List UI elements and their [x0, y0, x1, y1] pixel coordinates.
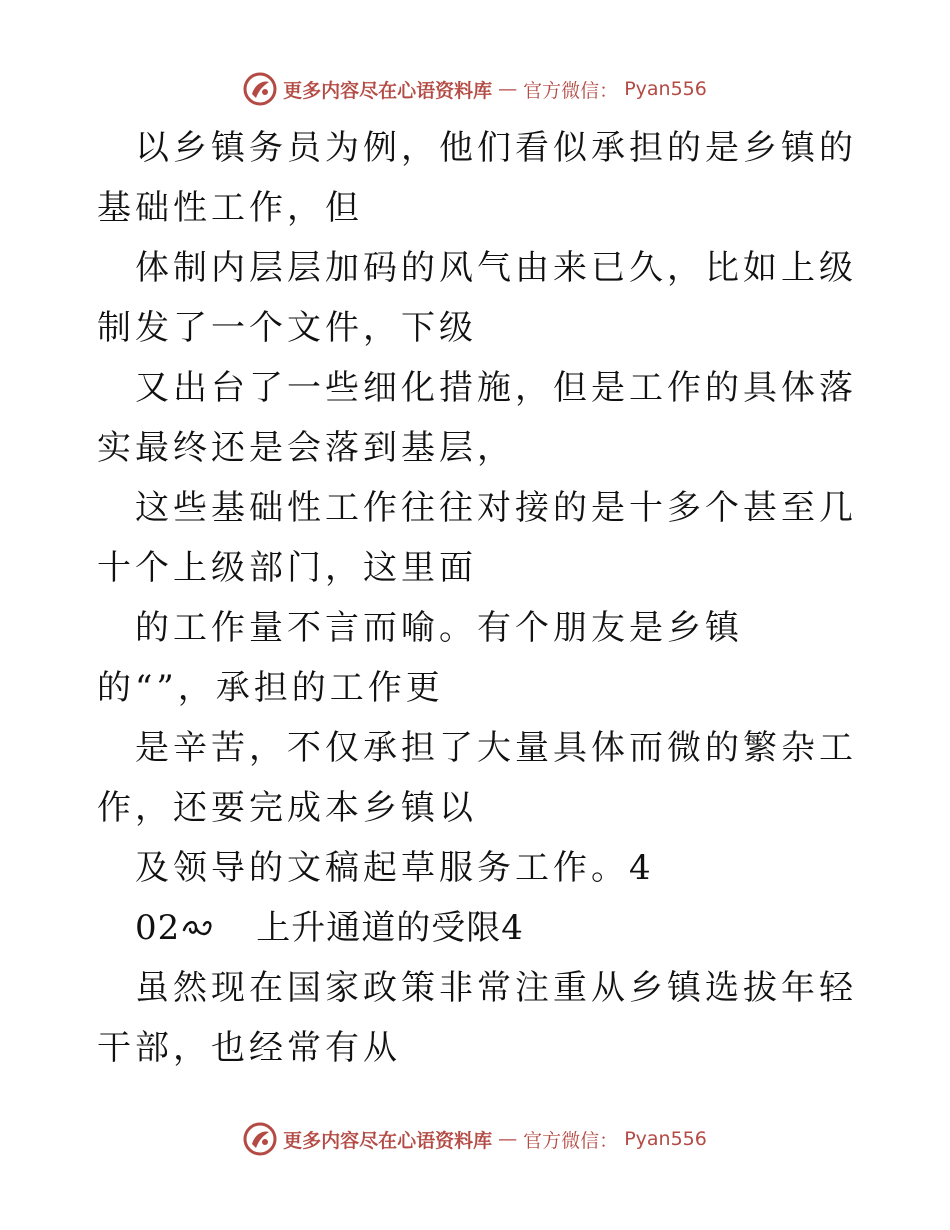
document-body — [97, 118, 857, 1078]
footer-watermark — [0, 1122, 950, 1156]
paragraph: 这些基础性工作往往对接的是十多个甚至几十个上级部门，这里面 — [97, 488, 857, 588]
watermark-separator: — — [498, 78, 518, 100]
watermark-separator: — — [498, 1128, 518, 1150]
section-title: 上升通道的受限4 — [256, 908, 524, 948]
paragraph: 以乡镇务员为例，他们看似承担的是乡镇的基础性工作，但 — [97, 128, 857, 228]
brand-logo-icon — [243, 72, 277, 106]
paragraph: 体制内层层加码的风气由来已久，比如上级制发了一个文件，下级 — [97, 248, 857, 348]
watermark-id: Pyan556 — [624, 78, 707, 100]
swirl-ornament-icon — [182, 916, 216, 940]
section-number: 02 — [135, 908, 181, 948]
header-watermark — [0, 72, 950, 106]
watermark-main-text: 更多内容尽在心语资料库 — [283, 79, 493, 102]
watermark-sub-text: 官方微信： — [523, 79, 619, 102]
watermark-id: Pyan556 — [624, 1128, 707, 1150]
paragraph: 是辛苦，不仅承担了大量具体而微的繁杂工作，还要完成本乡镇以 — [97, 728, 857, 828]
paragraph: 的工作量不言而喻。有个朋友是乡镇的“”，承担的工作更 — [97, 608, 743, 708]
watermark-main-text: 更多内容尽在心语资料库 — [283, 1129, 493, 1152]
paragraph: 虽然现在国家政策非常注重从乡镇选拔年轻干部，也经常有从 — [97, 968, 857, 1068]
watermark-sub-text: 官方微信： — [523, 1129, 619, 1152]
section-heading — [97, 898, 857, 958]
paragraph: 又出台了一些细化措施，但是工作的具体落实最终还是会落到基层， — [97, 368, 857, 468]
paragraph: 及领导的文稿起草服务工作。4 — [135, 848, 655, 888]
brand-logo-icon — [243, 1122, 277, 1156]
